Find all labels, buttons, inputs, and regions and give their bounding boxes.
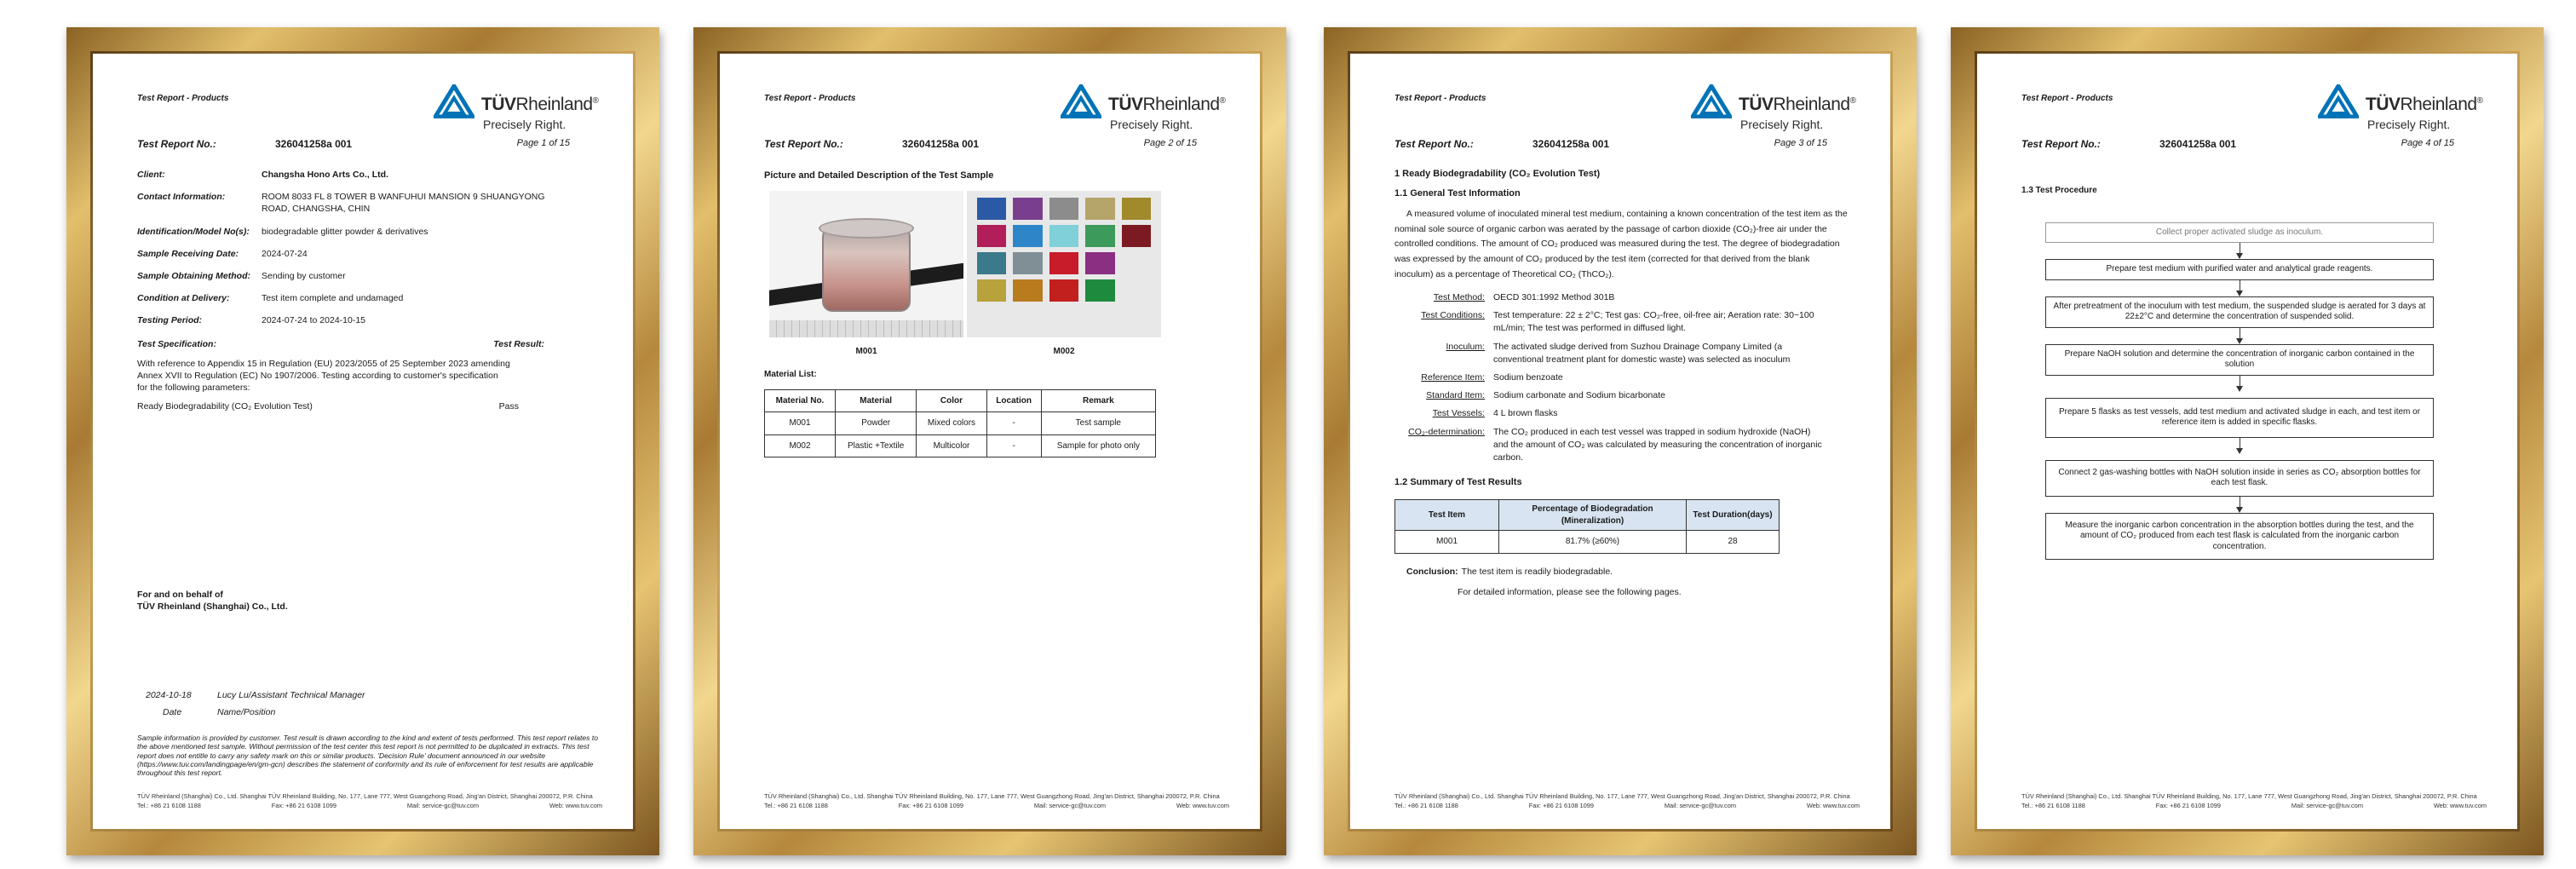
- color-swatch: [1085, 252, 1114, 274]
- frame-border: [717, 51, 1262, 832]
- definition-row: Test Conditions: Test temperature: 22 ± 2°C; Test gas: CO₂-free, oil-free air; Aeration rate: 30~100 mL/min; The test was performed in diffused light.: [1421, 310, 1814, 334]
- tuv-logo: [1691, 83, 1856, 134]
- color-swatch: [1013, 279, 1042, 302]
- photo-caption: M002: [1053, 346, 1075, 356]
- report-number-label: Test Report No.:: [2021, 138, 2101, 150]
- page-header: [2021, 78, 2483, 132]
- result-label: Test Result:: [493, 339, 544, 350]
- page-footer: TÜV Rheinland (Shanghai) Co., Ltd. Shanghai TÜV Rheinland Building, No. 177, Lane 777, West Guangzhong Road, Jing'an District, Shanghai 200072, P.R. China Tel.: +86 21 6108 1188 Fax: +86 21 6108 1099 Mail: service-gc@tuv.com Web: www.tuv.com: [137, 791, 602, 810]
- photo-m002-swatches: [967, 191, 1161, 337]
- color-swatch: [977, 225, 1006, 247]
- detail-note: For detailed information, please see the following pages.: [1458, 586, 1682, 597]
- sign-date: 2024-10-18: [146, 690, 192, 700]
- report-number-label: Test Report No.:: [764, 138, 843, 150]
- definition-row: CO₂-determination: The CO₂ produced in each test vessel was trapped in sodium hydroxide (NaOH) and the amount of CO₂ was calculated by measuring the concentration of inorganic carbon.: [1408, 426, 1822, 463]
- tuv-logo: [434, 83, 599, 134]
- field-row: Condition at Delivery: Test item complete and undamaged: [137, 293, 404, 304]
- color-swatch: [1049, 198, 1078, 220]
- down-arrow-icon: [2045, 497, 2434, 513]
- color-swatch: [1085, 279, 1114, 302]
- conclusion: Conclusion: The test item is readily biodegradable.: [1406, 566, 1613, 577]
- definition-row: Standard Item: Sodium carbonate and Sodium bicarbonate: [1426, 390, 1665, 401]
- color-swatch: [1122, 279, 1151, 302]
- photo-captions: [769, 346, 1222, 358]
- procedure-flowchart: [2045, 222, 2434, 561]
- color-swatch: [1013, 198, 1042, 220]
- definition-row: Reference Item: Sodium benzoate: [1421, 372, 1563, 383]
- header-title: Test Report - Products: [137, 94, 229, 103]
- header-title: Test Report - Products: [2021, 94, 2113, 103]
- tuv-triangle-icon: [1691, 84, 1732, 118]
- tuv-triangle-icon: [434, 84, 474, 118]
- procedure-step: After pretreatment of the inoculum with test medium, the suspended sludge is aerated for 3 days at 22±2°C and determine the concentration of suspended solid.: [2045, 296, 2434, 328]
- test-result-row: [137, 400, 595, 412]
- disclaimer: Sample information is provided by customer. Test result is drawn according to the kind and extent of tests performed. This test report relates to the above mentioned test sample. Without permission of the test center this test report is not permitted to be duplicated in extracts. This test report does not entitle to carry any safety mark on this or similar products. 'Decision Rule' document announced in our website (https://www.tuv.com/landingpage/en/gm-gcn) describes the statement of conformity and its rule of enforcement for test results are applicable throughout this test report.: [137, 734, 599, 778]
- color-swatch: [1122, 225, 1151, 247]
- color-swatch: [1013, 225, 1042, 247]
- frame-border: [1348, 51, 1893, 832]
- color-swatch: [1049, 252, 1078, 274]
- definition-row: Test Method: OECD 301:1992 Method 301B: [1433, 291, 1615, 302]
- table-header-row: Test Item Percentage of Biodegradation (Mineralization) Test Duration(days): [1395, 500, 1780, 531]
- section-title: 1.3 Test Procedure: [2021, 186, 2097, 195]
- page-number: Page 3 of 15: [1774, 138, 1827, 148]
- report-number-label: Test Report No.:: [1394, 138, 1474, 150]
- report-number: 326041258a 001: [902, 138, 980, 150]
- brand-tagline: Precisely Right.: [2367, 118, 2451, 131]
- page-footer: TÜV Rheinland (Shanghai) Co., Ltd. Shanghai TÜV Rheinland Building, No. 177, Lane 777, West Guangzhong Road, Jing'an District, Shanghai 200072, P.R. China Tel.: +86 21 6108 1188 Fax: +86 21 6108 1099 Mail: service-gc@tuv.com Web: www.tuv.com: [764, 791, 1229, 810]
- page-number: Page 2 of 15: [1143, 138, 1197, 148]
- definition-row: Test Vessels: 4 L brown flasks: [1432, 408, 1558, 419]
- down-arrow-icon: [2045, 280, 2434, 296]
- down-arrow-icon: [2045, 438, 2434, 460]
- field-row: Testing Period: 2024-07-24 to 2024-10-15: [137, 315, 366, 326]
- brand-name: TÜVRheinland®: [2366, 95, 2483, 114]
- tuv-logo: [2318, 83, 2483, 134]
- spec-label: Test Specification:: [137, 339, 216, 350]
- definition-row: Inoculum: The activated sludge derived from Suzhou Drainage Company Limited (a conventional treatment plant for domestic waste) was selected as inoculum: [1446, 341, 1791, 365]
- photo-caption: M001: [855, 346, 877, 356]
- page-footer: TÜV Rheinland (Shanghai) Co., Ltd. Shanghai TÜV Rheinland Building, No. 177, Lane 777, West Guangzhong Road, Jing'an District, Shanghai 200072, P.R. China Tel.: +86 21 6108 1188 Fax: +86 21 6108 1099 Mail: service-gc@tuv.com Web: www.tuv.com: [1394, 791, 1860, 810]
- client-fields: [137, 169, 595, 326]
- subsection-title: 1.1 General Test Information: [1394, 187, 1521, 199]
- report-page-1: [93, 54, 633, 829]
- color-swatch: [1085, 225, 1114, 247]
- tuv-triangle-icon: [2318, 84, 2359, 118]
- header-title: Test Report - Products: [1394, 94, 1486, 103]
- sign-date-label: Date: [163, 707, 182, 718]
- material-table: [764, 389, 1156, 458]
- report-number-row: [137, 137, 595, 161]
- report-number-row: [1394, 137, 1853, 161]
- section-title: 1 Ready Biodegradability (CO₂ Evolution Test): [1394, 169, 1601, 179]
- report-number-row: [764, 137, 1222, 161]
- field-row: Sample Receiving Date: 2024-07-24: [137, 248, 308, 259]
- color-swatch: [1013, 252, 1042, 274]
- brand-tagline: Precisely Right.: [483, 118, 566, 131]
- tuv-logo: [1061, 83, 1226, 134]
- results-table: [1394, 499, 1780, 554]
- procedure-step: Measure the inorganic carbon concentration in the absorption bottles during the test, and the amount of CO₂ produced from each test flask is calculated from the inorganic carbon concentration.: [2045, 513, 2434, 561]
- report-number: 326041258a 001: [2159, 138, 2237, 150]
- report-number-label: Test Report No.:: [137, 138, 216, 150]
- color-swatch: [1122, 252, 1151, 274]
- section-title: Picture and Detailed Description of the Test Sample: [764, 170, 994, 181]
- color-swatch: [1049, 225, 1078, 247]
- material-list-label: Material List:: [764, 370, 817, 380]
- color-swatch: [977, 252, 1006, 274]
- page-number: Page 4 of 15: [2401, 138, 2454, 148]
- sign-name-label: Name/Position: [217, 707, 276, 718]
- page-number: Page 1 of 15: [516, 138, 570, 148]
- field-row: Contact Information: ROOM 8033 FL 8 TOWER B WANFUHUI MANSION 9 SHUANGYONG ROAD, CHANGSHA, CHIN: [137, 192, 545, 215]
- procedure-step: Prepare 5 flasks as test vessels, add test medium and activated sludge in each, and test item or reference item is added in specific flasks.: [2045, 398, 2434, 438]
- brand-name: TÜVRheinland®: [1739, 95, 1856, 114]
- test-result: Pass: [498, 401, 519, 412]
- field-row: Identification/Model No(s): biodegradable glitter powder & derivatives: [137, 226, 428, 237]
- report-page-2: [720, 54, 1260, 829]
- tuv-triangle-icon: [1061, 84, 1101, 118]
- spec-description: With reference to Appendix 15 in Regulation (EU) 2023/2055 of 25 September 2023 amending Annex XVII to Regulation (EC) No 1907/2006. Testing according to customer's specification for the following parameters:: [137, 358, 510, 393]
- on-behalf-block: For and on behalf of TÜV Rheinland (Shanghai) Co., Ltd.: [137, 590, 288, 613]
- sign-name: Lucy Lu/Assistant Technical Manager: [217, 690, 365, 700]
- framed-certificate-page-4: [1951, 27, 2544, 855]
- report-number: 326041258a 001: [1532, 138, 1610, 150]
- page-footer: TÜV Rheinland (Shanghai) Co., Ltd. Shanghai TÜV Rheinland Building, No. 177, Lane 777, West Guangzhong Road, Jing'an District, Shanghai 200072, P.R. China Tel.: +86 21 6108 1188 Fax: +86 21 6108 1099 Mail: service-gc@tuv.com Web: www.tuv.com: [2021, 791, 2487, 810]
- brand-tagline: Precisely Right.: [1740, 118, 1824, 131]
- report-number-row: [2021, 137, 2480, 161]
- field-row: Client: Changsha Hono Arts Co., Ltd.: [137, 170, 388, 180]
- test-name: Ready Biodegradability (CO₂ Evolution Test): [137, 401, 313, 412]
- color-swatch: [1049, 279, 1078, 302]
- subsection-title: 1.2 Summary of Test Results: [1394, 477, 1522, 488]
- color-swatch: [1085, 198, 1114, 220]
- table-header-row: Material No. Material Color Location Remark: [765, 389, 1156, 412]
- framed-certificate-page-2: [693, 27, 1286, 855]
- page-header: [137, 78, 599, 132]
- procedure-step: Connect 2 gas-washing bottles with NaOH solution inside in series as CO₂ absorption bottles for each test flask.: [2045, 460, 2434, 497]
- signature-block: [137, 689, 365, 718]
- report-page-3: [1350, 54, 1890, 829]
- procedure-step: Collect proper activated sludge as inoculum.: [2045, 222, 2434, 244]
- field-row: Sample Obtaining Method: Sending by customer: [137, 270, 346, 281]
- down-arrow-icon: [2045, 376, 2434, 398]
- down-arrow-icon: [2045, 328, 2434, 344]
- table-row: M001 Powder Mixed colors - Test sample: [765, 412, 1156, 435]
- down-arrow-icon: [2045, 243, 2434, 259]
- report-number: 326041258a 001: [275, 138, 353, 150]
- report-page-4: [1977, 54, 2517, 829]
- brand-tagline: Precisely Right.: [1110, 118, 1193, 131]
- brand-name: TÜVRheinland®: [1108, 95, 1226, 114]
- sample-photos: [769, 191, 1222, 337]
- header-title: Test Report - Products: [764, 94, 856, 103]
- page-header: [1394, 78, 1856, 132]
- table-row: M002 Plastic +Textile Multicolor - Sample for photo only: [765, 434, 1156, 458]
- color-swatch: [977, 198, 1006, 220]
- frame-border: [90, 51, 635, 832]
- brand-name: TÜVRheinland®: [481, 95, 599, 114]
- photo-m001-jar: [769, 191, 963, 337]
- framed-certificate-page-3: [1324, 27, 1917, 855]
- frame-border: [1975, 51, 2520, 832]
- procedure-step: Prepare test medium with purified water and analytical grade reagents.: [2045, 259, 2434, 280]
- framed-certificate-page-1: [66, 27, 659, 855]
- page-header: [764, 78, 1226, 132]
- general-info-paragraph: A measured volume of inoculated mineral test medium, containing a known concentration of the test item as the nominal sole source of organic carbon was aerated by the passage of carbon dioxide (CO₂)-free air under the controlled conditions. The amount of CO₂ produced was measured during the test. The degree of biodegradation was expressed by the amount of CO₂ produced by the test item (corrected for that derived from the blank inoculum) as a percentage of Theoretical CO₂ (ThCO₂).: [1394, 208, 1848, 280]
- procedure-step: Prepare NaOH solution and determine the concentration of inorganic carbon contained in the solution: [2045, 344, 2434, 376]
- color-swatch: [977, 279, 1006, 302]
- table-row: M001 81.7% (≥60%) 28: [1395, 531, 1780, 554]
- specification-header: [137, 338, 595, 350]
- color-swatch: [1122, 198, 1151, 220]
- test-definitions: [1394, 291, 1853, 464]
